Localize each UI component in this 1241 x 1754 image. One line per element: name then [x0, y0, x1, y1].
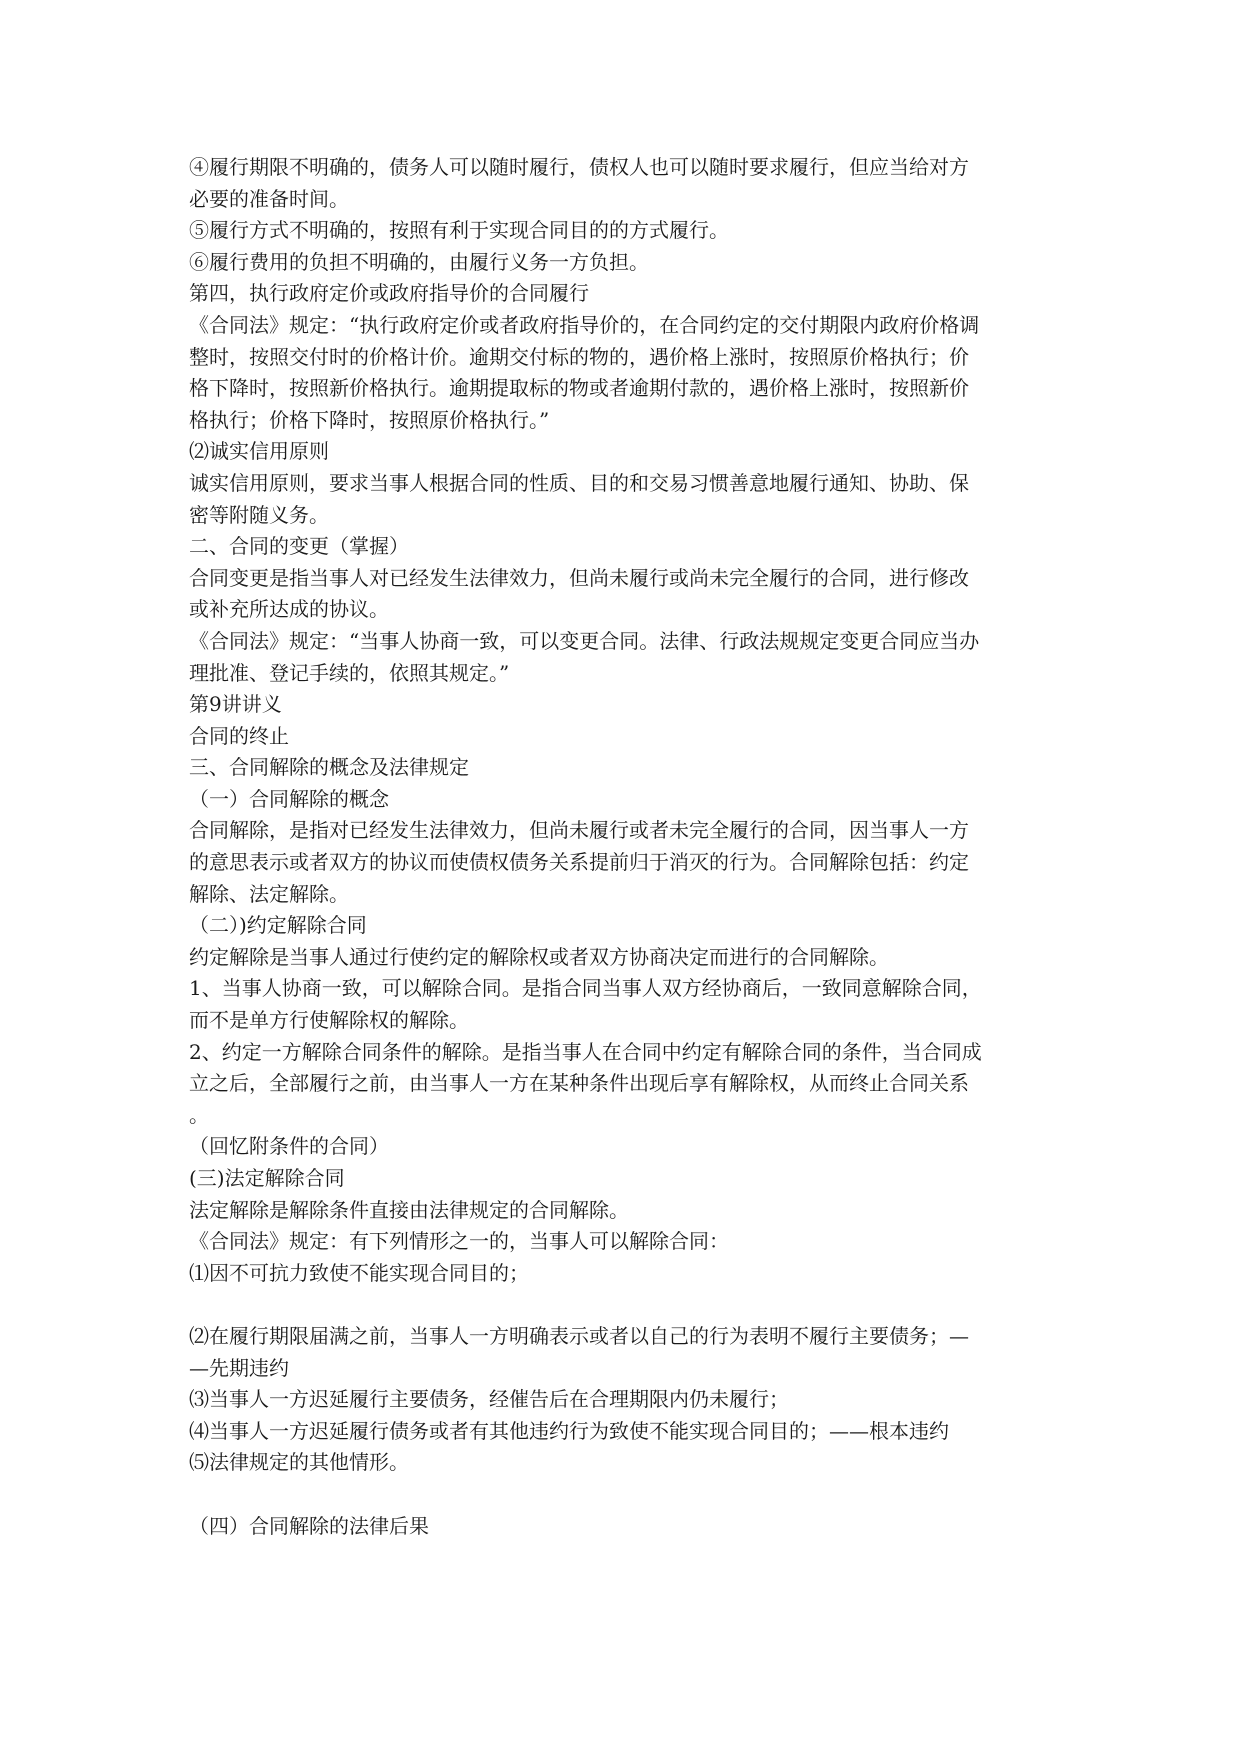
text-line: 1、当事人协商一致，可以解除合同。是指合同当事人双方经协商后，一致同意解除合同， — [189, 976, 982, 1001]
subsection-heading: （二）)约定解除合同 — [189, 913, 367, 938]
text-line: ⑤履行方式不明确的，按照有利于实现合同目的的方式履行。 — [189, 218, 729, 243]
text-line: 约定解除是当事人通过行使约定的解除权或者双方协商决定而进行的合同解除。 — [189, 944, 889, 969]
text-line: 合同变更是指当事人对已经发生法律效力，但尚未履行或尚未完全履行的合同，进行修改 — [189, 565, 969, 590]
list-item: ⑸法律规定的其他情形。 — [189, 1450, 409, 1475]
section-heading: 第四，执行政府定价或政府指导价的合同履行 — [189, 281, 589, 306]
blank-line — [189, 1289, 1069, 1321]
list-item: ⑷当事人一方迟延履行债务或者有其他违约行为致使不能实现合同目的；——根本违约 — [189, 1418, 949, 1443]
text-line: 格执行；价格下降时，按照原价格执行。” — [189, 407, 550, 432]
text-line: 解除、法定解除。 — [189, 881, 349, 906]
text-line: 《合同法》规定：“执行政府定价或者政府指导价的，在合同约定的交付期限内政府价格调 — [189, 312, 980, 337]
text-line: 或补充所达成的协议。 — [189, 597, 389, 622]
section-heading: ⑵诚实信用原则 — [189, 439, 329, 464]
subsection-heading: （四）合同解除的法律后果 — [189, 1513, 429, 1538]
lecture-title: 第9讲讲义 — [189, 692, 282, 717]
text-line: 理批准、登记手续的，依照其规定。” — [189, 660, 510, 685]
section-heading: 二、合同的变更（掌握） — [189, 534, 409, 559]
text-line: 合同解除，是指对已经发生法律效力，但尚未履行或者未完全履行的合同，因当事人一方 — [189, 818, 969, 843]
text-line: 法定解除是解除条件直接由法律规定的合同解除。 — [189, 1197, 629, 1222]
subsection-heading: （一）合同解除的概念 — [189, 786, 389, 811]
blank-line — [189, 1479, 1069, 1511]
text-line: 密等附随义务。 — [189, 502, 329, 527]
text-line: 《合同法》规定：“当事人协商一致，可以变更合同。法律、行政法规规定变更合同应当办 — [189, 628, 980, 653]
document-body — [189, 152, 1069, 1542]
text-line: 诚实信用原则，要求当事人根据合同的性质、目的和交易习惯善意地履行通知、协助、保 — [189, 470, 969, 495]
text-line: 。 — [189, 1102, 209, 1127]
lecture-subtitle: 合同的终止 — [189, 723, 289, 748]
text-line: —先期违约 — [189, 1355, 289, 1380]
text-line: 而不是单方行使解除权的解除。 — [189, 1008, 469, 1033]
text-line: 立之后，全部履行之前，由当事人一方在某种条件出现后享有解除权，从而终止合同关系 — [189, 1071, 969, 1096]
text-line: ⑥履行费用的负担不明确的，由履行义务一方负担。 — [189, 249, 649, 274]
list-item: ⑵在履行期限届满之前，当事人一方明确表示或者以自己的行为表明不履行主要债务；— — [189, 1323, 969, 1348]
text-line: 格下降时，按照新价格执行。逾期提取标的物或者逾期付款的，遇价格上涨时，按照新价 — [189, 376, 969, 401]
section-heading: 三、合同解除的概念及法律规定 — [189, 755, 469, 780]
text-line: ④履行期限不明确的，债务人可以随时履行，债权人也可以随时要求履行，但应当给对方 — [189, 155, 969, 179]
text-line: 整时，按照交付时的价格计价。逾期交付标的物的，遇价格上涨时，按照原价格执行；价 — [189, 344, 969, 369]
note-line: （回忆附条件的合同） — [189, 1134, 389, 1159]
text-line: 2、约定一方解除合同条件的解除。是指当事人在合同中约定有解除合同的条件，当合同成 — [189, 1039, 982, 1064]
subsection-heading: (三)法定解除合同 — [189, 1166, 345, 1190]
text-line: 必要的准备时间。 — [189, 186, 349, 211]
text-line: 的意思表示或者双方的协议而使债权债务关系提前归于消灭的行为。合同解除包括：约定 — [189, 850, 969, 875]
list-item: ⑴因不可抗力致使不能实现合同目的； — [189, 1260, 529, 1285]
list-item: ⑶当事人一方迟延履行主要债务，经催告后在合理期限内仍未履行； — [189, 1387, 789, 1412]
text-line: 《合同法》规定：有下列情形之一的，当事人可以解除合同： — [189, 1229, 729, 1254]
